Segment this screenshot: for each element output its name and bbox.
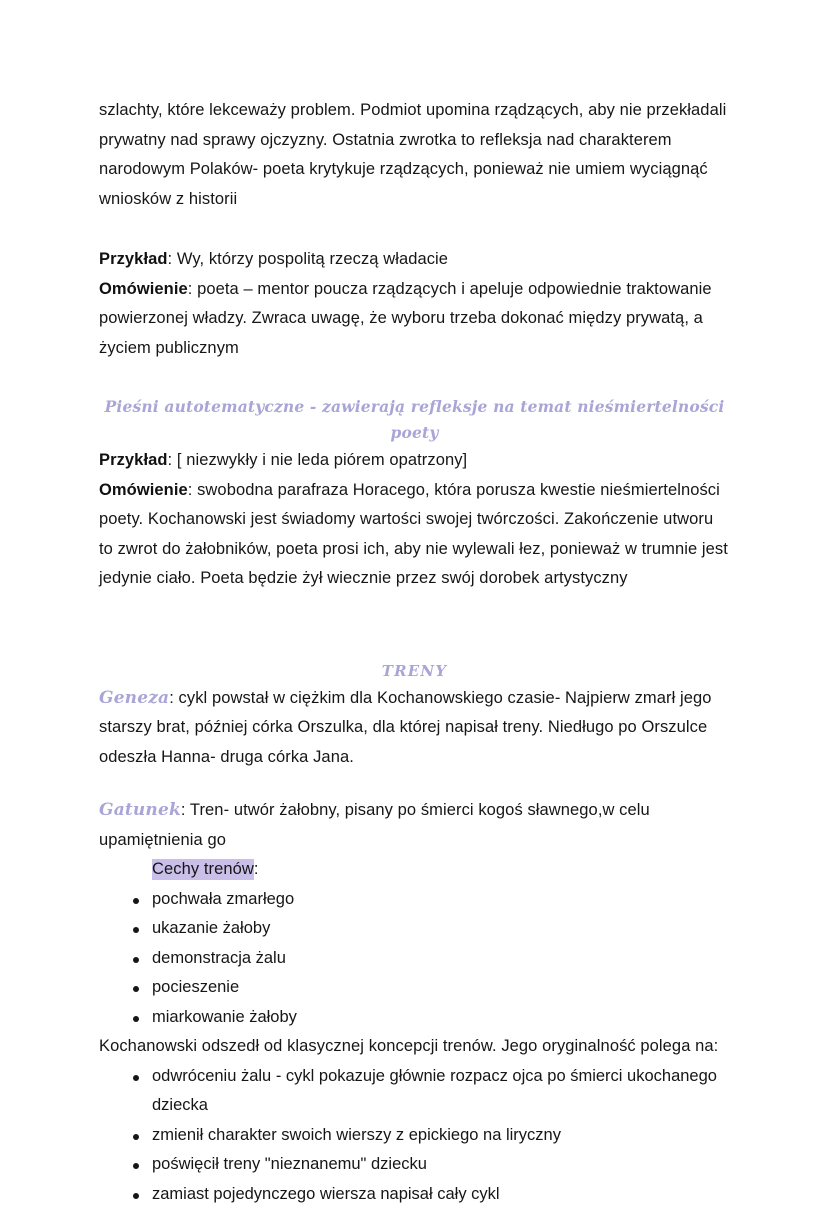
przyklad-label: Przykład [99, 250, 168, 268]
omowienie-wy-line [99, 275, 730, 364]
list-item: ukazanie żałoby [99, 914, 730, 944]
spacer [99, 594, 730, 658]
list-item: demonstracja żalu [99, 944, 730, 974]
list-item: pocieszenie [99, 973, 730, 1003]
spacer [99, 214, 730, 245]
przyklad-piesni-line [99, 446, 730, 476]
list-item: poświęcił treny "nieznanemu" dziecku [99, 1150, 730, 1180]
gatunek-label: Gatunek [99, 800, 181, 820]
omowienie-piesni-line [99, 476, 730, 594]
omowienie-value: : poeta – mentor poucza rządzących i apeluje odpowiednie traktowanie powierzonej władzy. Zwraca uwagę, że wyboru trzeba dokonać między prywatą, a życiem publicznym [99, 280, 712, 357]
omowienie-label: Omówienie [99, 481, 188, 499]
cechy-trenow-highlight: Cechy trenów [152, 859, 254, 880]
geneza-value: : cykl powstał w ciężkim dla Kochanowskiego czasie- Najpierw zmarł jego starszy brat, później córka Orszulka, dla której napisał treny. Niedługo po Orszulce odeszła Hanna- druga córka Jana. [99, 689, 712, 766]
spacer [99, 363, 730, 394]
list-item: zmienił charakter swoich wierszy z epickiego na liryczny [99, 1121, 730, 1151]
geneza-line [99, 684, 730, 773]
intro-paragraph: szlachty, które lekceważy problem. Podmiot upomina rządzących, aby nie przekładali prywatny nad sprawy ojczyzny. Ostatnia zwrotka to refleksja nad charakterem narodowym Polaków- poeta krytykuje rządzących, ponieważ nie umiem wyciągnąć wniosków z historii [99, 96, 730, 214]
piesni-heading: Pieśni autotematyczne - zawierają refleksje na temat nieśmiertelności poety [99, 394, 730, 446]
gatunek-value: : Tren- utwór żałobny, pisany po śmierci kogoś sławnego,w celu upamiętnienia go [99, 801, 650, 849]
przyklad-value: : Wy, którzy pospolitą rzeczą władacie [168, 250, 449, 268]
list-item: odwróceniu żalu - cykl pokazuje głównie rozpacz ojca po śmierci ukochanego dziecka [99, 1062, 730, 1121]
przyklad-wy-line [99, 245, 730, 275]
oryginalnosc-list [99, 1062, 730, 1209]
omowienie-value: : swobodna parafraza Horacego, która porusza kwestie nieśmiertelności poety. Kochanowski jest świadomy wartości swojej twórczości. Zakończenie utworu to zwrot do żałobników, poeta prosi ich, aby nie wylewali łez, ponieważ w trumnie jest jedynie ciało. Poeta będzie żył wiecznie przez swój dorobek artystyczny [99, 481, 728, 588]
cechy-trenow-colon: : [254, 860, 259, 878]
treny-heading: TRENY [99, 658, 730, 684]
list-item: pochwała zmarłego [99, 885, 730, 915]
omowienie-label: Omówienie [99, 280, 188, 298]
geneza-label: Geneza [99, 688, 169, 708]
oryginalnosc-intro: Kochanowski odszedł od klasycznej koncepcji trenów. Jego oryginalność polega na: [99, 1032, 730, 1062]
cechy-trenow-heading [99, 855, 730, 885]
przyklad-label: Przykład [99, 451, 168, 469]
przyklad-value: : [ niezwykły i nie leda piórem opatrzony] [168, 451, 468, 469]
list-item: zamiast pojedynczego wiersza napisał cały cykl [99, 1180, 730, 1209]
list-item: miarkowanie żałoby [99, 1003, 730, 1033]
cechy-trenow-list [99, 885, 730, 1033]
spacer [99, 772, 730, 796]
gatunek-line [99, 796, 730, 855]
